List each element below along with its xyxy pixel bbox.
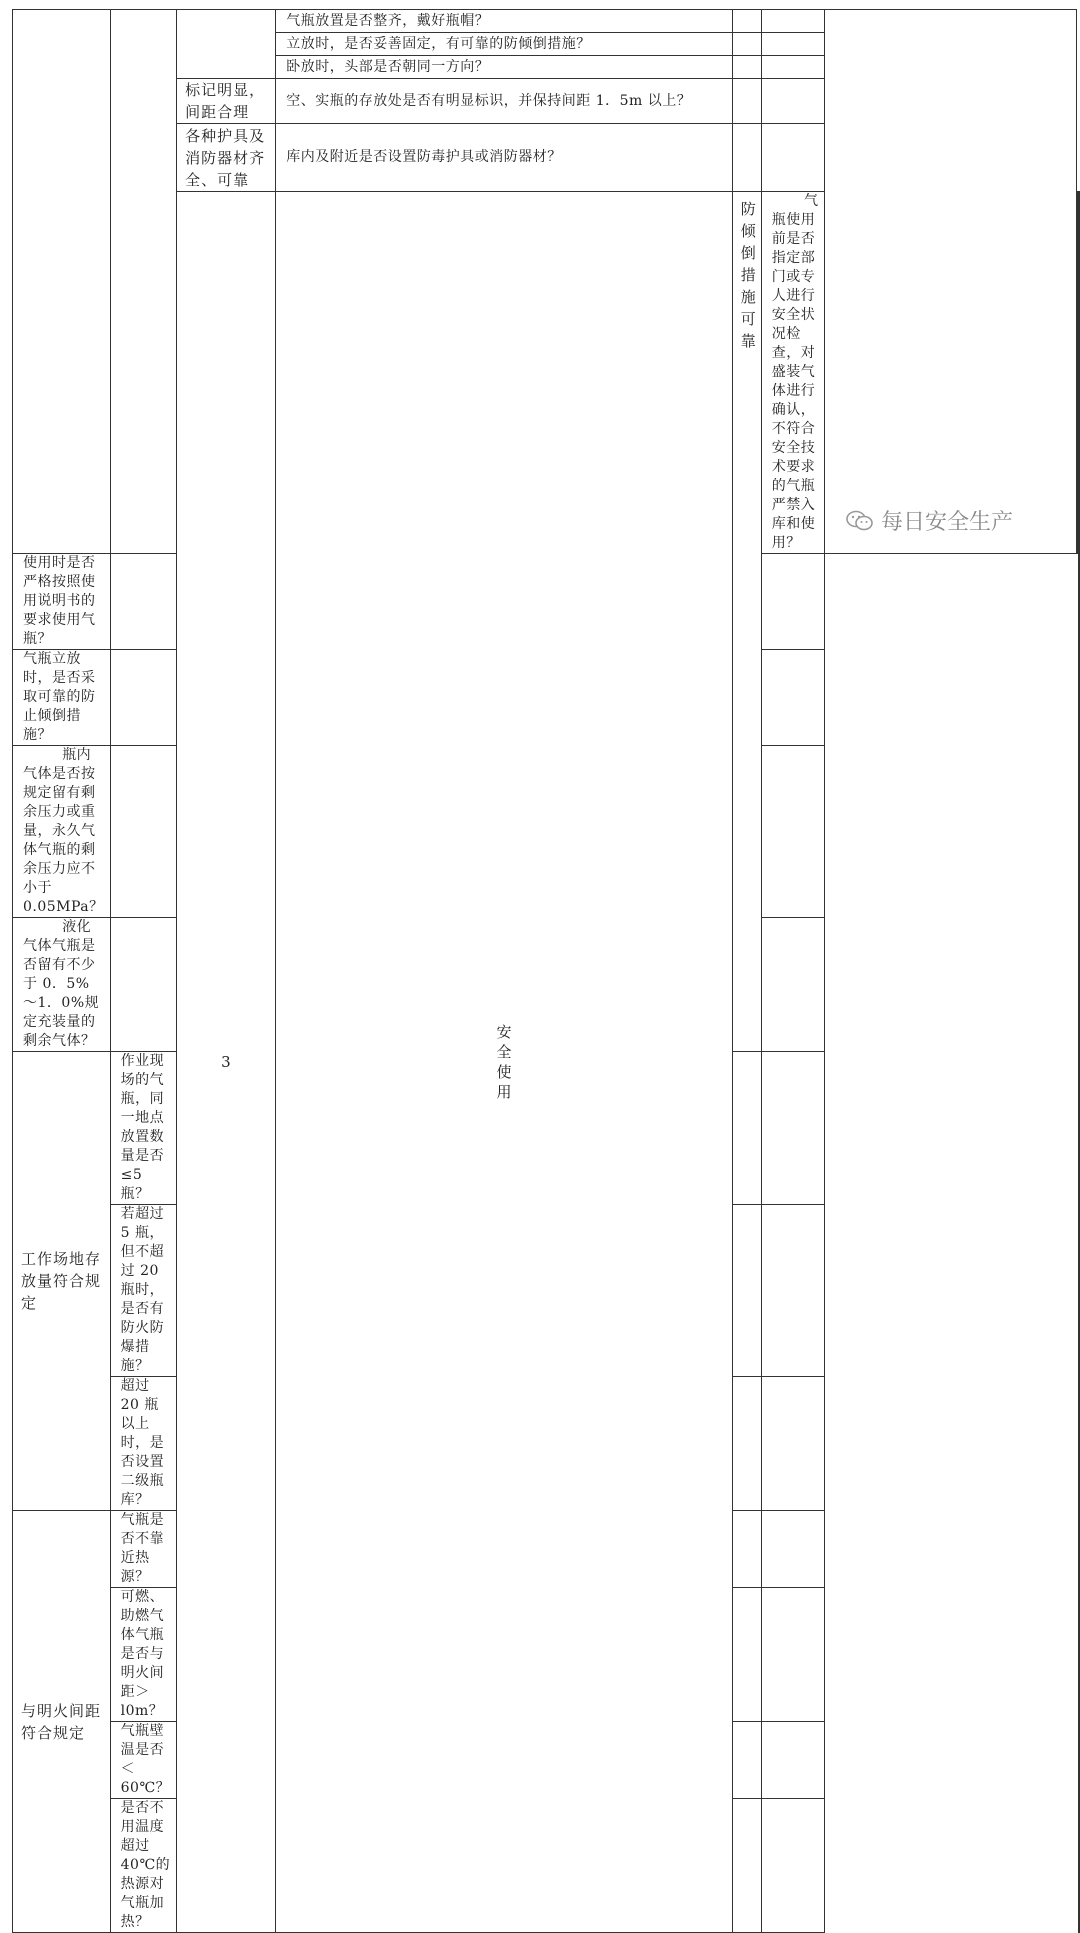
item-label-cell: 与明火间距符合规定 bbox=[13, 1511, 111, 1933]
check-cell[interactable] bbox=[110, 918, 176, 1052]
check-cell[interactable] bbox=[761, 554, 825, 650]
check-cell[interactable] bbox=[732, 1722, 761, 1799]
watermark-text: 每日安全生产 bbox=[881, 510, 1014, 535]
gas-cylinder-checklist-table bbox=[12, 9, 1080, 1933]
wechat-icon bbox=[845, 509, 875, 533]
check-cell[interactable] bbox=[761, 56, 825, 79]
check-cell[interactable] bbox=[732, 1205, 761, 1377]
remarks-cell[interactable] bbox=[1079, 192, 1080, 1933]
question-cell: 气瓶使用前是否指定部门或专人进行安全状况检查，对盛装气体进行确认，不符合安全技术要求的气瓶严禁入库和使用？ bbox=[761, 192, 825, 554]
question-cell: 库内及附近是否设置防毒护具或消防器材？ bbox=[276, 124, 732, 192]
check-cell[interactable] bbox=[761, 1722, 825, 1799]
remarks-cell[interactable] bbox=[825, 10, 1077, 554]
check-cell[interactable] bbox=[732, 33, 761, 56]
category-cell bbox=[110, 10, 176, 554]
question-cell: 立放时，是否妥善固定，有可靠的防倾倒措施？ bbox=[276, 33, 732, 56]
item-label-cell: 标记明显，间距合理 bbox=[177, 79, 276, 124]
check-cell[interactable] bbox=[732, 56, 761, 79]
check-cell[interactable] bbox=[761, 918, 825, 1052]
check-cell[interactable] bbox=[761, 124, 825, 192]
item-label-cell: 工作场地存放量符合规定 bbox=[13, 1052, 111, 1511]
row-number: 3 bbox=[177, 192, 276, 1933]
check-cell[interactable] bbox=[761, 33, 825, 56]
item-label-cell bbox=[177, 10, 276, 79]
check-cell[interactable] bbox=[761, 10, 825, 33]
category-label: 安全使用 bbox=[276, 192, 732, 1933]
table-row bbox=[13, 10, 1080, 33]
question-cell: 作业现场的气瓶，同一地点放置数量是否≤5 瓶？ bbox=[110, 1052, 176, 1205]
check-cell[interactable] bbox=[761, 1377, 825, 1511]
question-cell: 可燃、助燃气体气瓶是否与明火间距＞l0m？ bbox=[110, 1588, 176, 1722]
check-cell[interactable] bbox=[732, 1377, 761, 1511]
checklist-table-wrapper bbox=[12, 9, 1080, 1933]
question-cell: 气瓶立放时，是否采取可靠的防止倾倒措施？ bbox=[13, 650, 111, 746]
check-cell[interactable] bbox=[732, 1511, 761, 1588]
question-cell: 瓶内气体是否按规定留有剩余压力或重量，永久气体气瓶的剩余压力应不小于 0.05MPa？ bbox=[13, 746, 111, 918]
check-cell[interactable] bbox=[761, 650, 825, 746]
check-cell[interactable] bbox=[732, 124, 761, 192]
question-cell: 若超过 5 瓶，但不超过 20 瓶时，是否有防火防爆措施？ bbox=[110, 1205, 176, 1377]
question-cell: 卧放时，头部是否朝同一方向？ bbox=[276, 56, 732, 79]
check-cell[interactable] bbox=[732, 1052, 761, 1205]
check-cell[interactable] bbox=[732, 10, 761, 33]
check-cell[interactable] bbox=[761, 746, 825, 918]
check-cell[interactable] bbox=[761, 1588, 825, 1722]
row-number-cell bbox=[13, 10, 111, 554]
check-cell[interactable] bbox=[761, 1205, 825, 1377]
question-cell: 液化气体气瓶是否留有不少于 0．5%～1．0%规定充装量的剩余气体？ bbox=[13, 918, 111, 1052]
check-cell[interactable] bbox=[732, 79, 761, 124]
question-cell: 使用时是否严格按照使用说明书的要求使用气瓶？ bbox=[13, 554, 111, 650]
question-cell: 是否不用温度超过 40℃的热源对气瓶加热？ bbox=[110, 1799, 176, 1933]
item-label-cell: 防倾倒措施可靠 bbox=[732, 192, 761, 1052]
watermark bbox=[845, 505, 1013, 536]
check-cell[interactable] bbox=[761, 1799, 825, 1933]
question-cell: 超过 20 瓶以上时，是否设置二级瓶库？ bbox=[110, 1377, 176, 1511]
question-cell: 气瓶放置是否整齐，戴好瓶帽？ bbox=[276, 10, 732, 33]
question-cell: 气瓶壁温是否＜60℃？ bbox=[110, 1722, 176, 1799]
check-cell[interactable] bbox=[110, 554, 176, 650]
check-cell[interactable] bbox=[732, 1588, 761, 1722]
check-cell[interactable] bbox=[761, 1511, 825, 1588]
question-cell: 气瓶是否不靠近热源？ bbox=[110, 1511, 176, 1588]
check-cell[interactable] bbox=[110, 650, 176, 746]
question-cell: 空、实瓶的存放处是否有明显标识，并保持间距 1．5m 以上？ bbox=[276, 79, 732, 124]
check-cell[interactable] bbox=[761, 1052, 825, 1205]
check-cell[interactable] bbox=[732, 1799, 761, 1933]
check-cell[interactable] bbox=[761, 79, 825, 124]
item-label-cell: 各种护具及消防器材齐全、可靠 bbox=[177, 124, 276, 192]
check-cell[interactable] bbox=[110, 746, 176, 918]
